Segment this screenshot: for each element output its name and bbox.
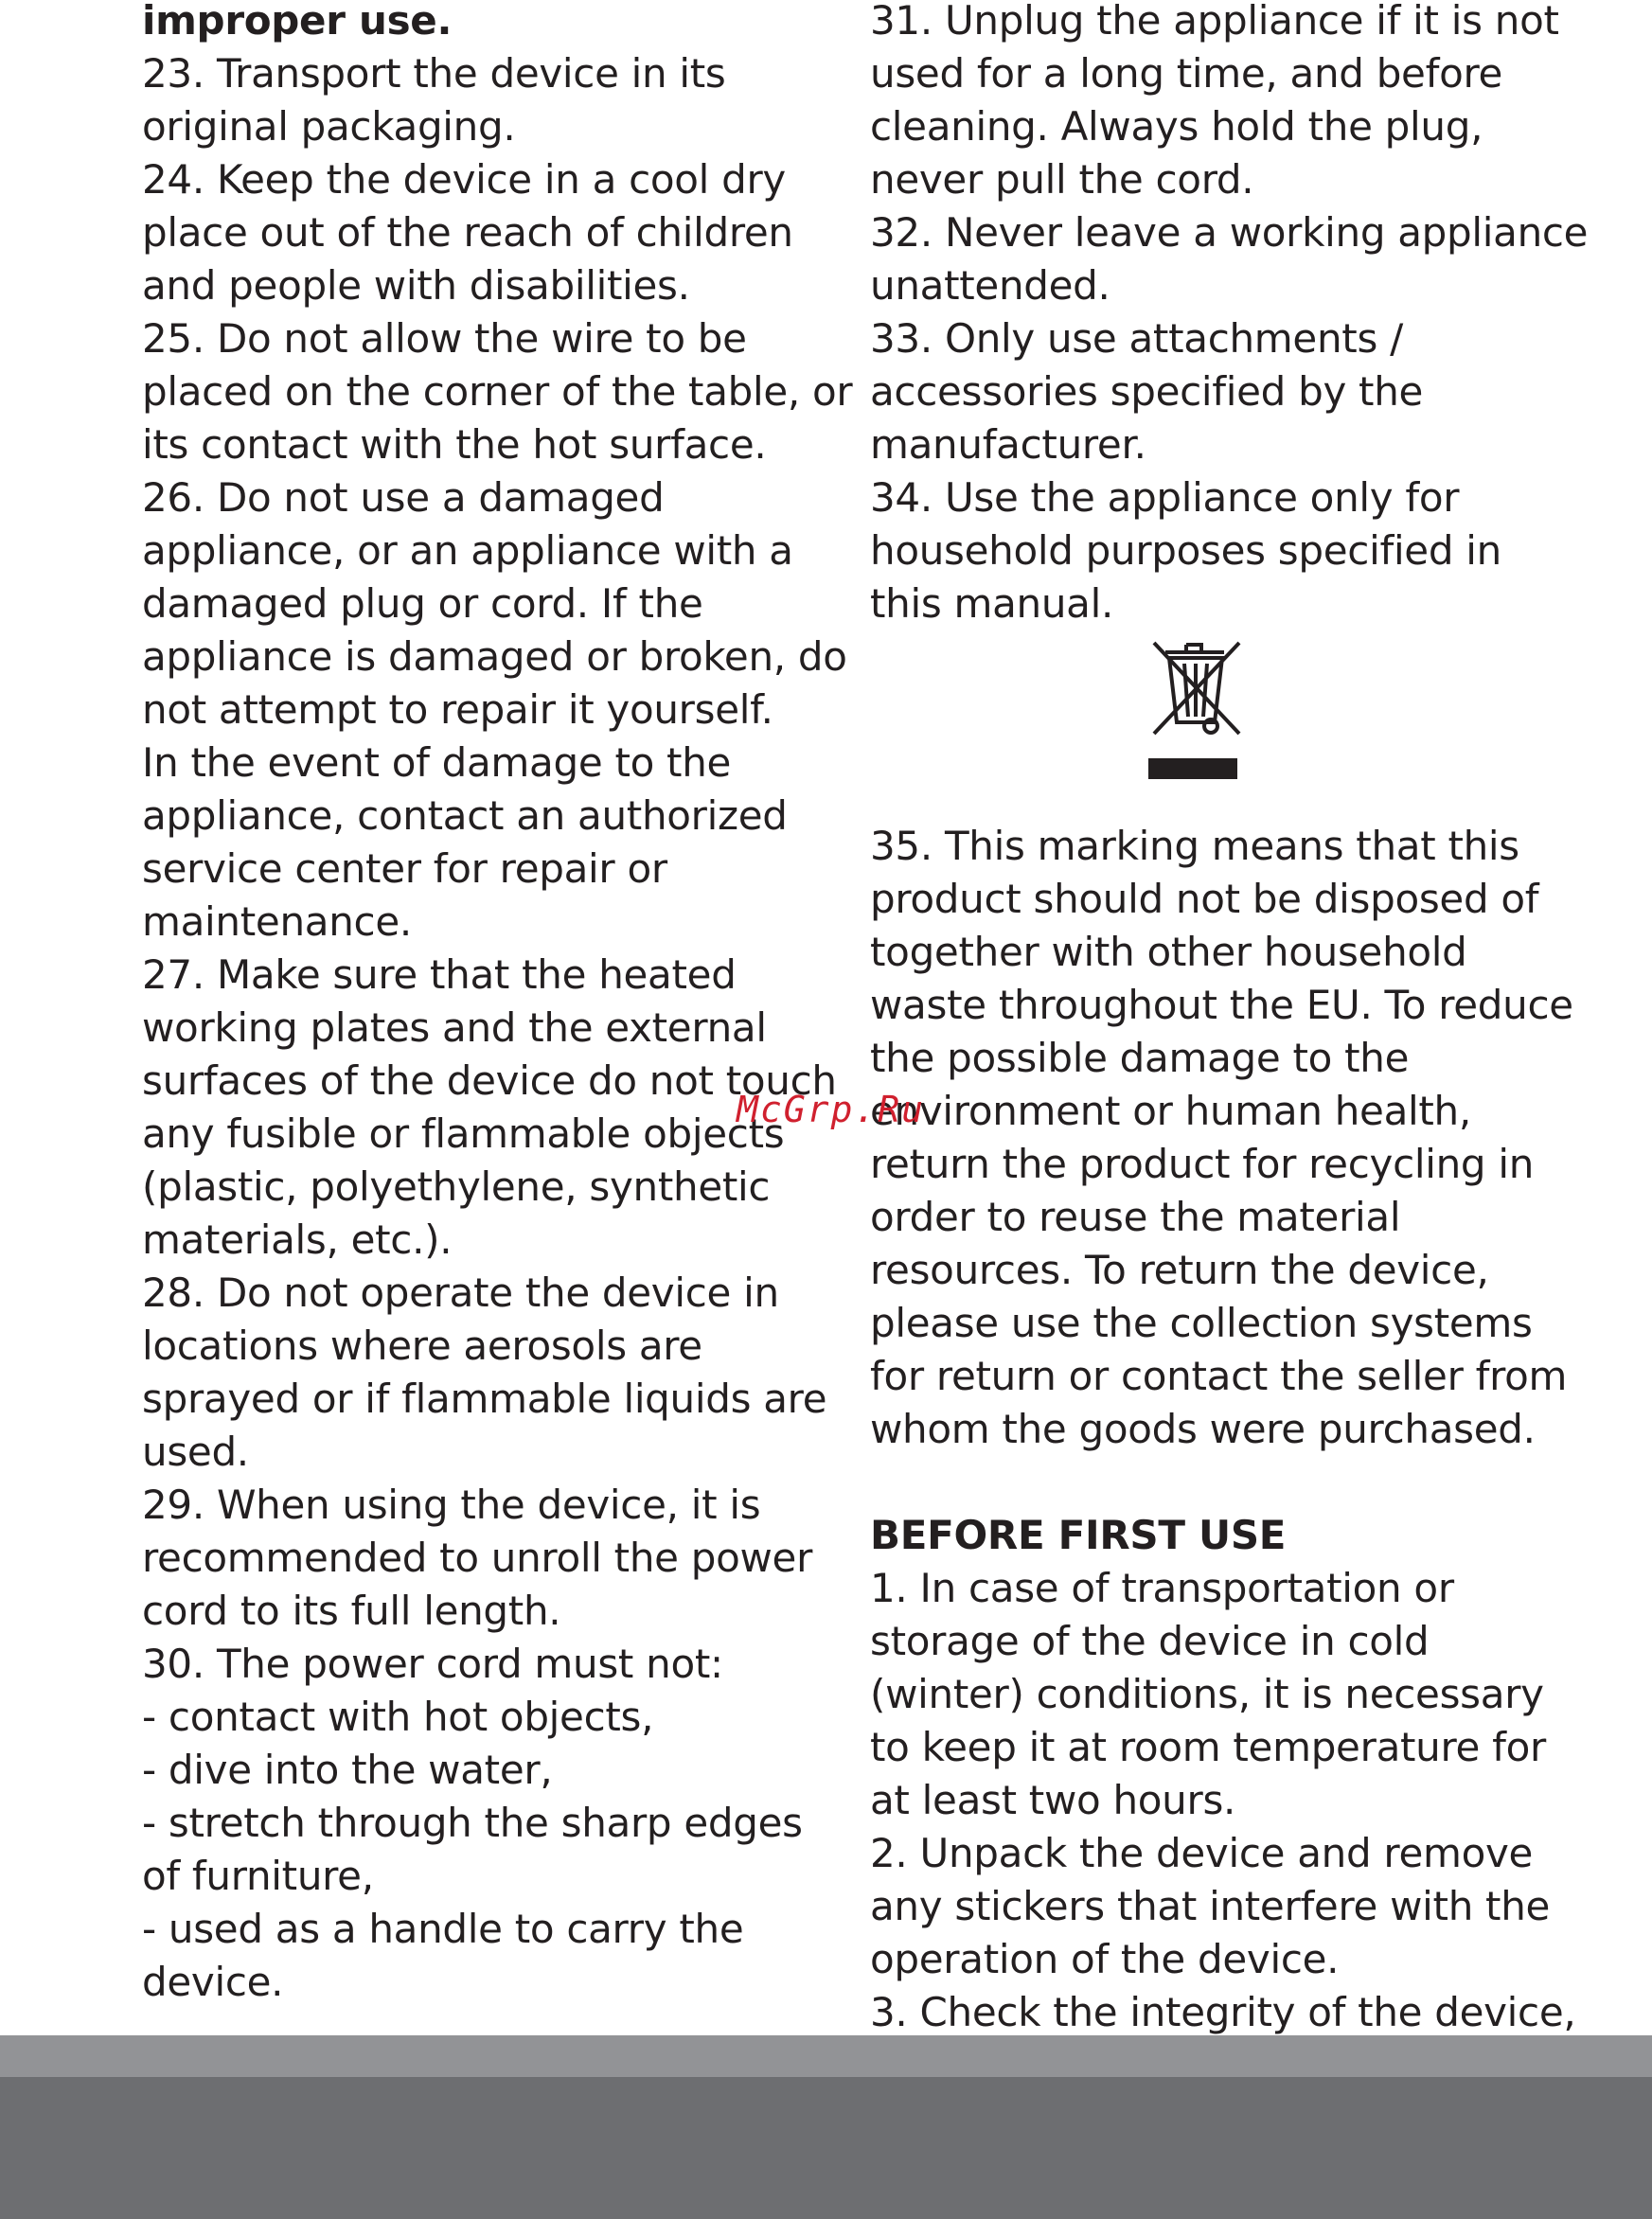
text-line: - contact with hot objects,	[142, 1694, 654, 1740]
watermark: McGrp.Ru	[737, 1089, 926, 1130]
text-line: return the product for recycling in	[870, 1141, 1535, 1187]
text-line: device.	[142, 1959, 284, 2005]
crossed-out-wheelie-bin-icon	[1145, 635, 1249, 787]
text-line: 30. The power cord must not:	[142, 1641, 723, 1687]
footer-band-dark	[0, 2077, 1652, 2219]
right-column	[870, 0, 1608, 2039]
section-heading: BEFORE FIRST USE	[870, 1512, 1287, 1558]
text-line: 26. Do not use a damaged	[142, 474, 665, 521]
text-line: placed on the corner of the table, or	[142, 368, 853, 415]
text-line: never pull the cord.	[870, 156, 1254, 203]
text-line: please use the collection systems	[870, 1300, 1533, 1346]
text-line: 35. This marking means that this	[870, 823, 1519, 869]
text-line: (plastic, polyethylene, synthetic	[142, 1163, 771, 1210]
left-column	[142, 0, 853, 2009]
text-line: manufacturer.	[870, 421, 1146, 468]
text-line: appliance, or an appliance with a	[142, 527, 793, 574]
text-line: for return or contact the seller from	[870, 1353, 1568, 1399]
text-line: order to reuse the material	[870, 1194, 1401, 1240]
text-line: locations where aerosols are	[142, 1323, 702, 1369]
text-line: materials, etc.).	[142, 1216, 453, 1263]
text-line: storage of the device in cold	[870, 1618, 1430, 1664]
text-line: appliance is damaged or broken, do	[142, 633, 847, 680]
text-line: cleaning. Always hold the plug,	[870, 103, 1483, 150]
text-line: resources. To return the device,	[870, 1247, 1489, 1293]
text-line: service center for repair or	[142, 845, 667, 892]
text-line: not attempt to repair it yourself.	[142, 686, 773, 733]
text-line: - dive into the water,	[142, 1747, 553, 1793]
text-line: 32. Never leave a working appliance	[870, 209, 1589, 256]
text-line: 34. Use the appliance only for	[870, 474, 1460, 521]
text-line: appliance, contact an authorized	[142, 792, 788, 839]
footer-band-light	[0, 2035, 1652, 2077]
text-line: 2. Unpack the device and remove	[870, 1830, 1534, 1876]
text-line: recommended to unroll the power	[142, 1535, 813, 1581]
text-line: used for a long time, and before	[870, 50, 1503, 97]
text-line: waste throughout the EU. To reduce	[870, 982, 1573, 1028]
text-line: maintenance.	[142, 898, 412, 945]
text-line: 28. Do not operate the device in	[142, 1269, 779, 1316]
spacer	[870, 1456, 1608, 1509]
text-line: accessories specified by the	[870, 368, 1424, 415]
text-line: 23. Transport the device in its	[142, 50, 726, 97]
text-line: 29. When using the device, it is	[142, 1482, 761, 1528]
text-line: 25. Do not allow the wire to be	[142, 315, 747, 362]
text-line: cord to its full length.	[142, 1588, 561, 1634]
text-line: whom the goods were purchased.	[870, 1406, 1536, 1452]
text-line: any stickers that interfere with the	[870, 1883, 1551, 1929]
text-line: together with other household	[870, 929, 1467, 975]
text-line: - stretch through the sharp edges	[142, 1800, 803, 1846]
text-line: 1. In case of transportation or	[870, 1565, 1454, 1611]
weee-symbol	[870, 630, 1608, 820]
text-line: product should not be disposed of	[870, 876, 1539, 922]
text-line: household purposes specified in	[870, 527, 1501, 574]
text-line: (winter) conditions, it is necessary	[870, 1671, 1544, 1717]
text-line: 27. Make sure that the heated	[142, 951, 737, 998]
text-line: 3. Check the integrity of the device,	[870, 1989, 1576, 2035]
text-line: 33. Only use attachments /	[870, 315, 1403, 362]
text-line: and people with disabilities.	[142, 262, 690, 309]
text-line: surfaces of the device do not touch	[142, 1057, 837, 1104]
text-line: place out of the reach of children	[142, 209, 793, 256]
text-line: damaged plug or cord. If the	[142, 580, 703, 627]
text-line: used.	[142, 1429, 249, 1475]
text-line: environment or human health,	[870, 1088, 1471, 1134]
text-line: operation of the device.	[870, 1936, 1340, 1982]
text-line: this manual.	[870, 580, 1114, 627]
text-line: at least two hours.	[870, 1777, 1236, 1823]
text-line: sprayed or if flammable liquids are	[142, 1376, 827, 1422]
text-line: 24. Keep the device in a cool dry	[142, 156, 786, 203]
text-line: working plates and the external	[142, 1004, 767, 1051]
text-line: any fusible or flammable objects	[142, 1110, 785, 1157]
text-line: its contact with the hot surface.	[142, 421, 767, 468]
text-line: In the event of damage to the	[142, 739, 732, 786]
text-line: of furniture,	[142, 1853, 374, 1899]
text-line: to keep it at room temperature for	[870, 1724, 1546, 1770]
text-line: - used as a handle to carry the	[142, 1906, 744, 1952]
text-line: unattended.	[870, 262, 1110, 309]
text-line: improper use.	[142, 0, 453, 44]
text-line: 31. Unplug the appliance if it is not	[870, 0, 1559, 44]
text-line: the possible damage to the	[870, 1035, 1410, 1081]
text-line: original packaging.	[142, 103, 516, 150]
